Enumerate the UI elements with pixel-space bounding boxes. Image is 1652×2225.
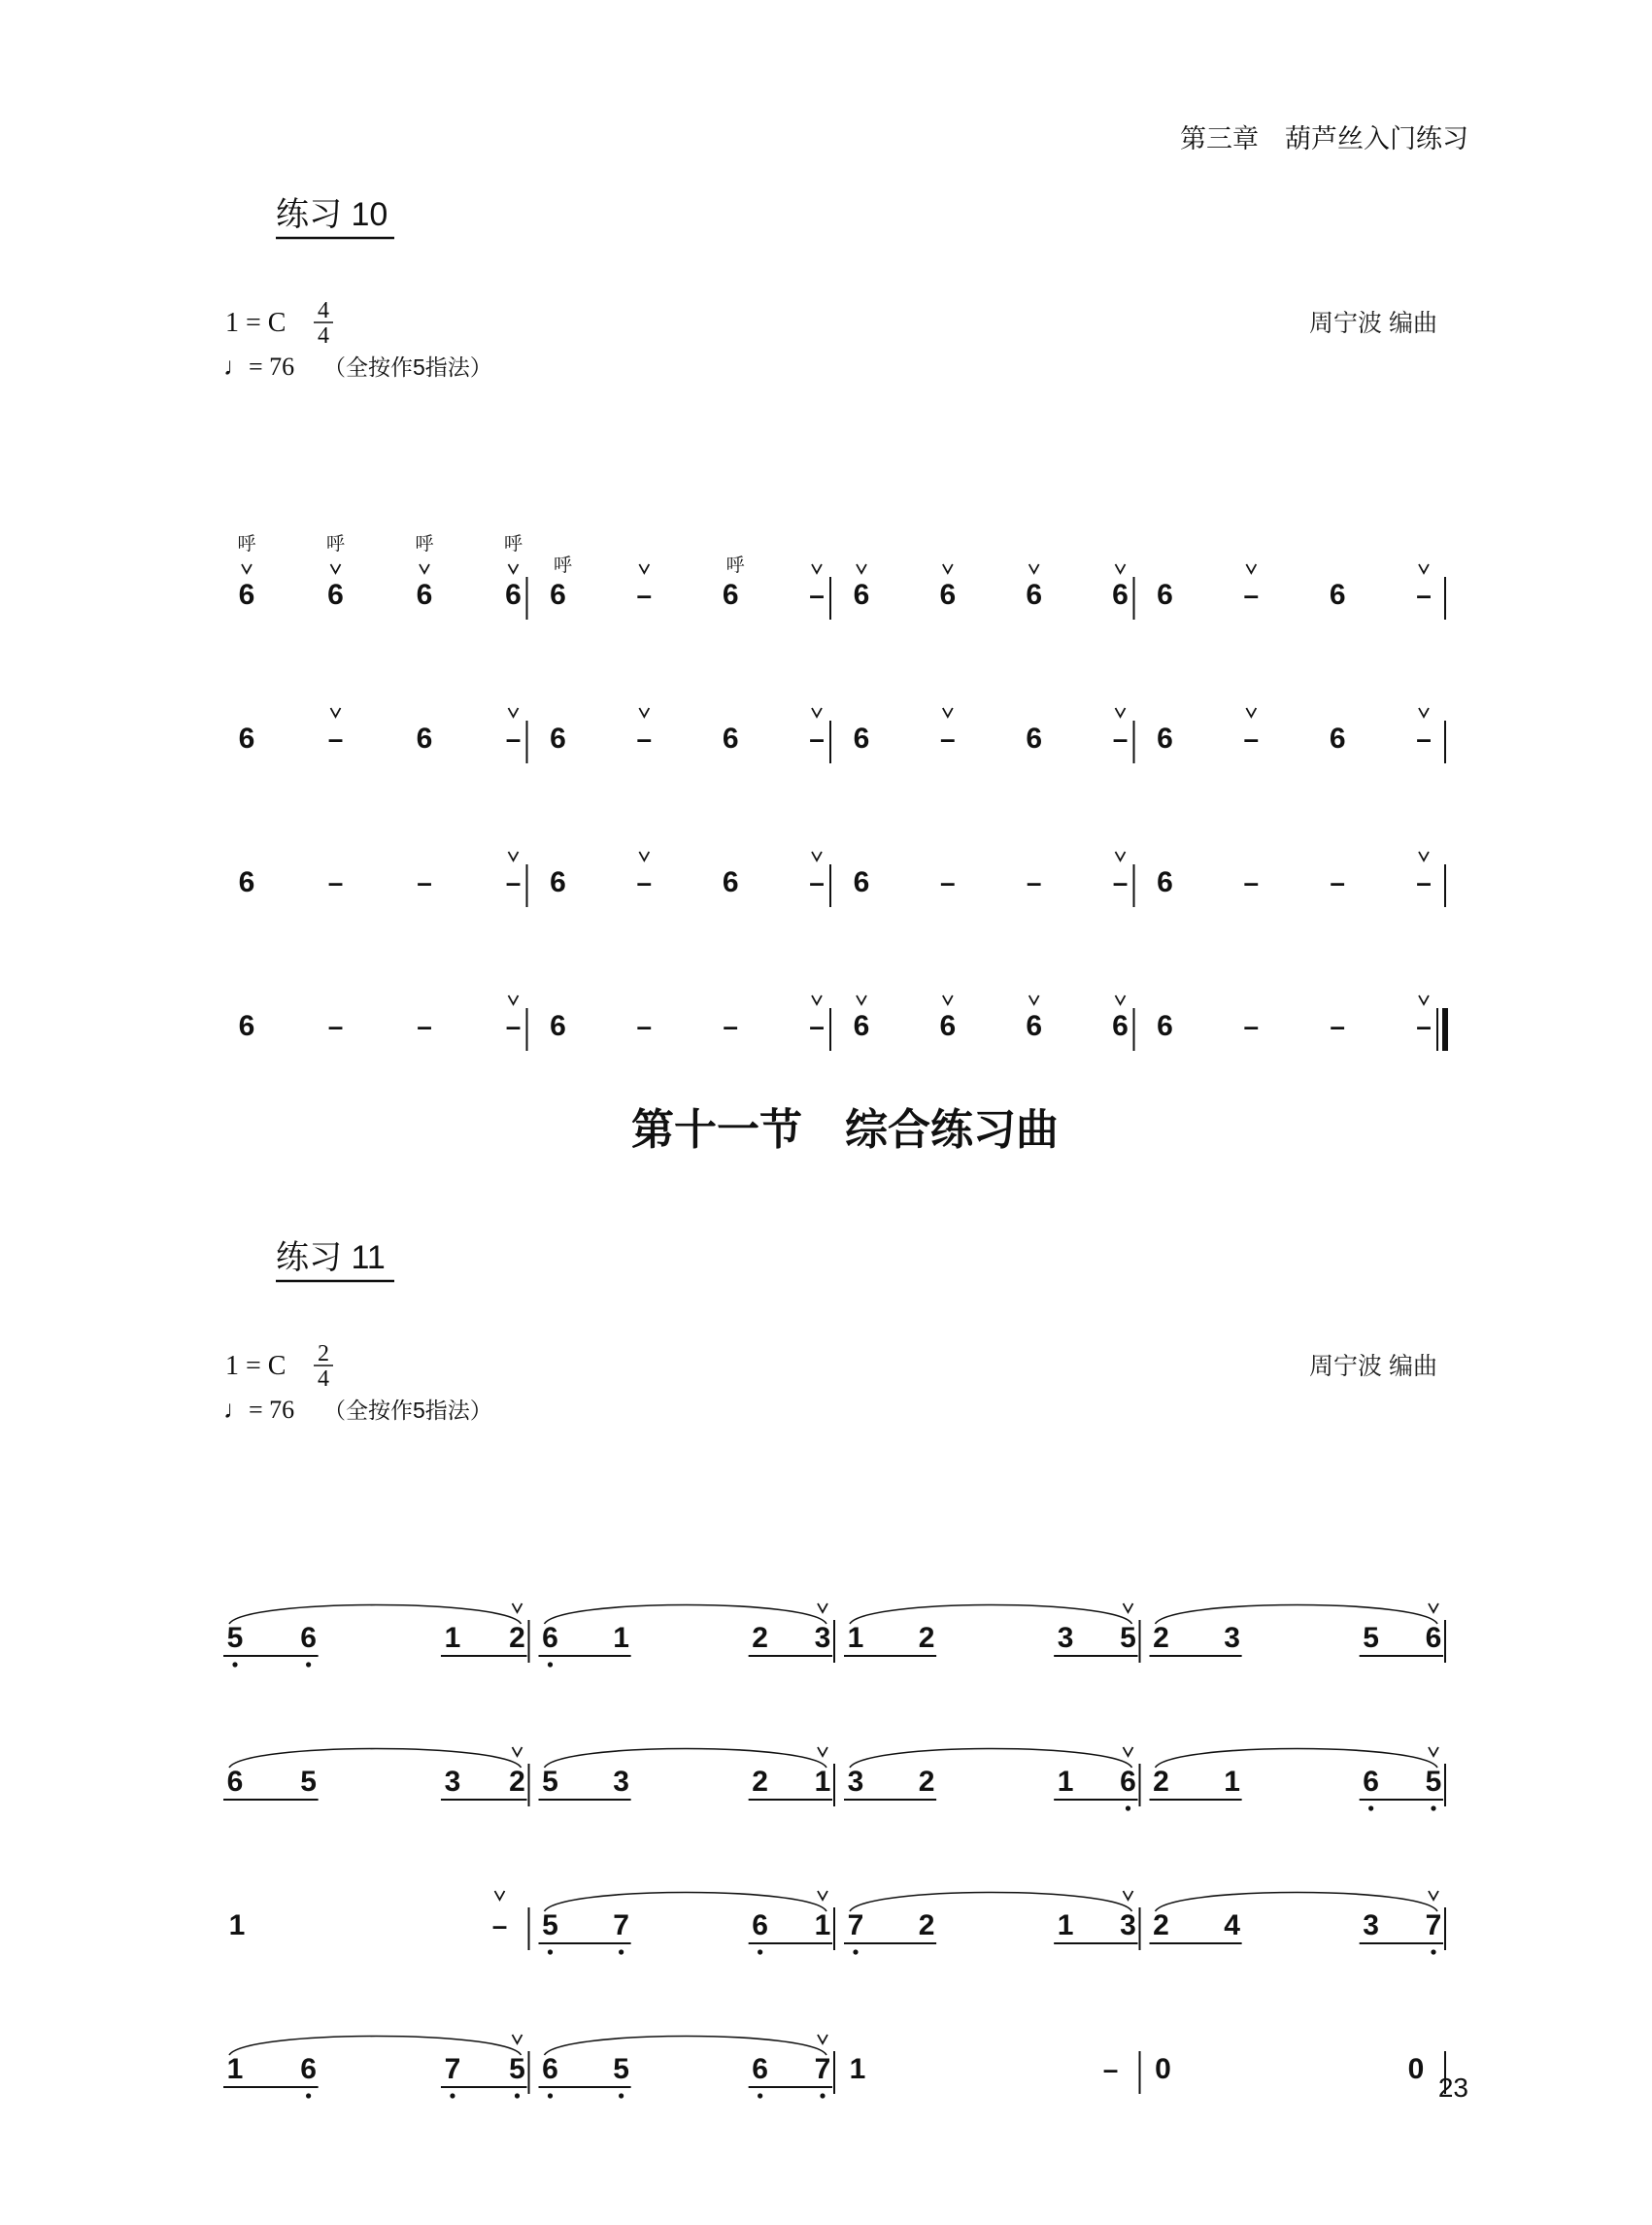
note: 6 — [300, 2053, 317, 2085]
note: 6 — [1026, 1010, 1043, 1042]
dash-note: – — [505, 1011, 522, 1041]
composer: 周宁波 编曲 — [1309, 1353, 1437, 1380]
note: 1 — [1057, 1766, 1074, 1798]
note: 3 — [444, 1766, 461, 1798]
note: 6 — [853, 1010, 870, 1042]
accent-mark — [242, 564, 252, 573]
breath-mark: 呼 — [325, 534, 346, 555]
accent-mark — [812, 852, 822, 860]
note: 3 — [1057, 1622, 1074, 1654]
accent-mark — [1116, 708, 1126, 717]
dash-note: – — [636, 1011, 653, 1041]
accent-mark — [1116, 564, 1126, 573]
note: 3 — [613, 1766, 629, 1798]
fingering-note: （全按作5指法） — [323, 1398, 492, 1423]
note: 7 — [613, 1909, 629, 1941]
accent-mark — [1124, 1747, 1133, 1756]
note: 2 — [1153, 1766, 1169, 1798]
note: 6 — [752, 1909, 768, 1941]
note: 3 — [1363, 1909, 1379, 1941]
note: 6 — [542, 2053, 558, 2085]
fingering-note: （全按作5指法） — [323, 354, 492, 380]
note: 5 — [300, 1766, 317, 1798]
accent-mark — [812, 564, 822, 573]
octave-dot-below — [820, 2093, 825, 2098]
note: 6 — [722, 579, 739, 611]
accent-mark — [857, 564, 866, 573]
note: 0 — [1407, 2053, 1425, 2085]
breath-mark: 呼 — [503, 534, 523, 555]
page-number: 23 — [1437, 2073, 1468, 2103]
slur-arc — [1156, 1605, 1438, 1625]
octave-dot-below — [548, 1662, 553, 1667]
accent-mark — [1419, 564, 1429, 573]
dash-note: – — [636, 867, 653, 897]
note: 5 — [613, 2053, 629, 2085]
tempo-marking: ♩= 76 — [223, 1396, 295, 1424]
note: 1 — [613, 1622, 629, 1654]
octave-dot-below — [306, 2093, 311, 2098]
dash-note: – — [809, 580, 825, 610]
note: 2 — [509, 1766, 525, 1798]
dash-note: – — [327, 1011, 344, 1041]
note: 6 — [939, 579, 957, 611]
note: 6 — [327, 579, 344, 611]
accent-mark — [1029, 564, 1039, 573]
accent-mark — [1029, 995, 1039, 1004]
note: 3 — [1120, 1909, 1136, 1941]
accent-mark — [1124, 1891, 1133, 1900]
key-signature: 1 = C — [225, 308, 287, 338]
dash-note: – — [505, 724, 522, 754]
dash-note: – — [491, 1910, 508, 1940]
note: 6 — [550, 866, 566, 898]
octave-dot-below — [853, 1949, 858, 1954]
chapter-header: 第三章 葫芦丝入门练习 — [1180, 124, 1468, 153]
accent-mark — [1419, 852, 1429, 860]
octave-dot-below — [306, 1662, 311, 1667]
accent-mark — [1124, 1603, 1133, 1612]
dash-note: – — [1243, 724, 1260, 754]
dash-note: – — [809, 724, 825, 754]
dash-note: – — [1243, 1011, 1260, 1041]
note: 1 — [226, 2053, 244, 2085]
octave-dot-below — [548, 2093, 553, 2098]
dash-note: – — [1330, 1011, 1345, 1041]
octave-dot-below — [450, 2093, 455, 2098]
accent-mark — [509, 995, 519, 1004]
octave-dot-below — [1431, 1949, 1435, 1954]
slur-arc — [545, 1605, 827, 1625]
composer: 周宁波 编曲 — [1309, 310, 1437, 337]
note: 6 — [550, 1010, 566, 1042]
octave-dot-below — [619, 2093, 624, 2098]
accent-mark — [1419, 708, 1429, 717]
note: 5 — [1425, 1766, 1442, 1798]
slur-arc — [850, 1749, 1132, 1769]
time-signature-bottom: 4 — [318, 323, 329, 349]
slur-arc — [545, 1893, 827, 1912]
accent-mark — [1116, 852, 1126, 860]
dash-note: – — [1112, 724, 1129, 754]
note: 6 — [722, 723, 739, 755]
note: 6 — [1026, 579, 1043, 611]
note: 1 — [814, 1766, 831, 1798]
octave-dot-below — [548, 1949, 553, 1954]
note: 1 — [228, 1909, 246, 1941]
accent-mark — [509, 564, 519, 573]
dash-note: – — [636, 580, 653, 610]
accent-mark — [509, 852, 519, 860]
note: 1 — [444, 1622, 461, 1654]
note: 6 — [1329, 723, 1346, 755]
accent-mark — [1429, 1891, 1438, 1900]
note: 3 — [847, 1766, 864, 1798]
octave-dot-below — [619, 1949, 624, 1954]
breath-mark: 呼 — [237, 534, 256, 555]
note: 4 — [1224, 1909, 1240, 1941]
accent-mark — [639, 852, 649, 860]
accent-mark — [818, 2035, 827, 2043]
note: 7 — [1425, 1909, 1442, 1941]
octave-dot-below — [515, 2093, 520, 2098]
note: 6 — [1157, 866, 1173, 898]
accent-mark — [639, 564, 649, 573]
dash-note: – — [1416, 867, 1432, 897]
dash-note: – — [940, 867, 956, 897]
note: 2 — [918, 1622, 935, 1654]
note: 6 — [1157, 723, 1173, 755]
note: 6 — [1112, 1010, 1129, 1042]
note: 6 — [752, 2053, 768, 2085]
note: 6 — [550, 579, 566, 611]
note: 1 — [847, 1622, 864, 1654]
accent-mark — [513, 1603, 523, 1612]
time-signature-top: 4 — [318, 298, 329, 323]
note: 6 — [1112, 579, 1129, 611]
dash-note: – — [327, 724, 344, 754]
note: 1 — [1057, 1909, 1074, 1941]
accent-mark — [1116, 995, 1126, 1004]
note: 3 — [1224, 1622, 1240, 1654]
breath-mark: 呼 — [553, 556, 573, 576]
note: 6 — [1157, 579, 1173, 611]
note: 6 — [1026, 723, 1043, 755]
exercise-title: 练习 10 — [276, 196, 388, 233]
note: 5 — [542, 1909, 558, 1941]
note: 5 — [509, 2053, 525, 2085]
note: 6 — [722, 866, 739, 898]
note: 1 — [814, 1909, 831, 1941]
breath-mark: 呼 — [725, 556, 745, 576]
note: 2 — [752, 1622, 768, 1654]
note: 1 — [849, 2053, 866, 2085]
note: 6 — [238, 1010, 255, 1042]
dash-note: – — [1416, 724, 1432, 754]
accent-mark — [818, 1603, 827, 1612]
slur-arc — [229, 2037, 522, 2056]
slur-arc — [1156, 1749, 1438, 1769]
dash-note: – — [940, 724, 956, 754]
note: 3 — [814, 1622, 831, 1654]
octave-dot-below — [232, 1662, 237, 1667]
note: 7 — [444, 2053, 461, 2085]
dash-note: – — [809, 1011, 825, 1041]
time-signature-top: 2 — [318, 1341, 329, 1366]
note: 6 — [1363, 1766, 1379, 1798]
dash-note: – — [1112, 867, 1129, 897]
key-signature: 1 = C — [225, 1351, 287, 1381]
accent-mark — [331, 708, 341, 717]
accent-mark — [943, 708, 953, 717]
note: 5 — [1120, 1622, 1136, 1654]
section-title: 第十一节 综合练习曲 — [631, 1106, 1059, 1154]
note: 2 — [509, 1622, 525, 1654]
accent-mark — [495, 1891, 505, 1900]
accent-mark — [818, 1891, 827, 1900]
note: 5 — [1363, 1622, 1379, 1654]
slur-arc — [850, 1605, 1132, 1625]
note: 6 — [853, 723, 870, 755]
dash-note: – — [1243, 867, 1260, 897]
dash-note: – — [636, 724, 653, 754]
slur-arc — [545, 1749, 827, 1769]
accent-mark — [812, 995, 822, 1004]
note: 5 — [226, 1622, 244, 1654]
note: 6 — [238, 866, 255, 898]
note: 6 — [853, 579, 870, 611]
exercise-title: 练习 11 — [276, 1239, 386, 1276]
accent-mark — [509, 708, 519, 717]
dash-note: – — [1102, 2054, 1119, 2084]
accent-mark — [943, 995, 953, 1004]
tempo-marking: ♩= 76 — [223, 353, 295, 381]
accent-mark — [639, 708, 649, 717]
note: 2 — [1153, 1909, 1169, 1941]
slur-arc — [850, 1893, 1132, 1912]
note: 6 — [238, 579, 255, 611]
note: 2 — [1153, 1622, 1169, 1654]
accent-mark — [420, 564, 429, 573]
octave-dot-below — [758, 1949, 762, 1954]
accent-mark — [331, 564, 341, 573]
note: 6 — [1425, 1622, 1442, 1654]
dash-note: – — [723, 1011, 738, 1041]
accent-mark — [943, 564, 953, 573]
accent-mark — [513, 1747, 523, 1756]
octave-dot-below — [1368, 1805, 1373, 1810]
breath-mark: 呼 — [415, 534, 434, 555]
note: 6 — [416, 579, 433, 611]
dash-note: – — [327, 867, 344, 897]
accent-mark — [1429, 1747, 1438, 1756]
note: 7 — [847, 1909, 864, 1941]
note: 6 — [238, 723, 255, 755]
note: 2 — [918, 1909, 935, 1941]
dash-note: – — [417, 1011, 432, 1041]
accent-mark — [513, 2035, 523, 2043]
note: 6 — [505, 579, 522, 611]
accent-mark — [1419, 995, 1429, 1004]
slur-arc — [545, 2037, 827, 2056]
dash-note: – — [505, 867, 522, 897]
note: 7 — [814, 2053, 831, 2085]
note: 1 — [1224, 1766, 1240, 1798]
note: 6 — [416, 723, 433, 755]
note: 6 — [542, 1622, 558, 1654]
note: 0 — [1155, 2053, 1171, 2085]
time-signature-bottom: 4 — [318, 1366, 329, 1392]
note: 2 — [752, 1766, 768, 1798]
dash-note: – — [1026, 867, 1042, 897]
note: 6 — [1329, 579, 1346, 611]
note: 2 — [918, 1766, 935, 1798]
note: 6 — [550, 723, 566, 755]
note: 6 — [1157, 1010, 1173, 1042]
octave-dot-below — [758, 2093, 762, 2098]
dash-note: – — [417, 867, 432, 897]
slur-arc — [229, 1605, 522, 1625]
dash-note: – — [809, 867, 825, 897]
dash-note: – — [1243, 580, 1260, 610]
dash-note: – — [1416, 1011, 1432, 1041]
octave-dot-below — [1431, 1805, 1435, 1810]
note: 6 — [226, 1766, 244, 1798]
note: 6 — [939, 1010, 957, 1042]
accent-mark — [857, 995, 866, 1004]
note: 5 — [542, 1766, 558, 1798]
accent-mark — [1246, 564, 1256, 573]
accent-mark — [1429, 1603, 1438, 1612]
note: 6 — [853, 866, 870, 898]
accent-mark — [1246, 708, 1256, 717]
note: 6 — [300, 1622, 317, 1654]
slur-arc — [229, 1749, 522, 1769]
dash-note: – — [1330, 867, 1345, 897]
accent-mark — [812, 708, 822, 717]
note: 6 — [1120, 1766, 1136, 1798]
accent-mark — [818, 1747, 827, 1756]
octave-dot-below — [1126, 1805, 1130, 1810]
slur-arc — [1156, 1893, 1438, 1912]
dash-note: – — [1416, 580, 1432, 610]
